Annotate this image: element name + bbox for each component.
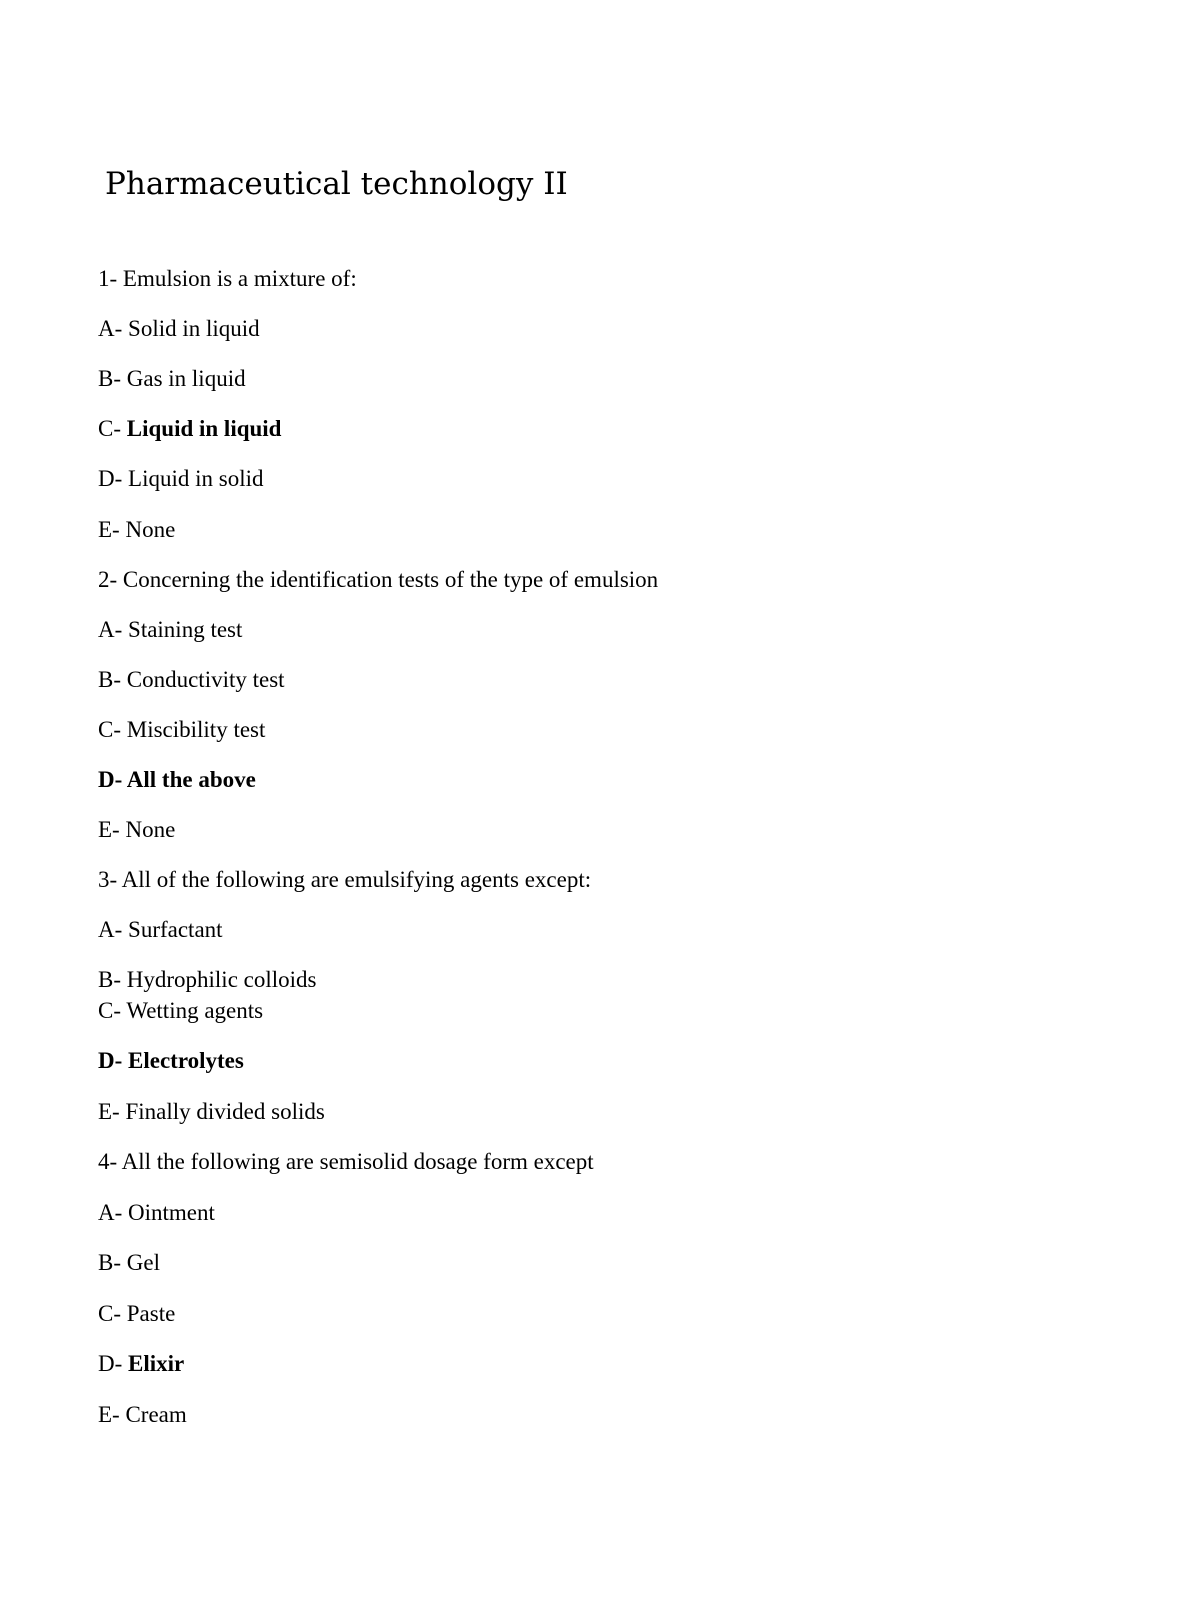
option-letter: C- <box>98 1301 121 1326</box>
option-text: Liquid in solid <box>128 466 264 491</box>
answer-option-correct <box>98 1047 244 1075</box>
answer-option <box>98 1098 325 1126</box>
answer-option <box>98 1249 160 1277</box>
option-text-correct: Liquid in liquid <box>126 416 282 441</box>
option-letter: D- <box>98 767 123 792</box>
option-letter: B- <box>98 667 121 692</box>
option-text: Finally divided solids <box>125 1099 325 1124</box>
document-title: Pharmaceutical technology II <box>105 166 568 202</box>
option-text: Solid in liquid <box>128 316 260 341</box>
option-letter: A- <box>98 1200 123 1225</box>
option-text: None <box>125 817 176 842</box>
option-text: None <box>125 517 176 542</box>
option-text: Paste <box>126 1301 176 1326</box>
answer-option <box>98 816 175 844</box>
option-letter: D- <box>98 466 123 491</box>
option-text-correct: Electrolytes <box>128 1048 244 1073</box>
option-text: Gel <box>126 1250 160 1275</box>
option-letter: E- <box>98 517 120 542</box>
option-letter: E- <box>98 1099 120 1124</box>
option-letter: E- <box>98 1402 120 1427</box>
answer-option <box>98 1199 215 1227</box>
answer-option <box>98 997 263 1025</box>
option-letter: B- <box>98 1250 121 1275</box>
option-letter: B- <box>98 366 121 391</box>
option-text: Gas in liquid <box>126 366 246 391</box>
question-stem: 1- Emulsion is a mixture of: <box>98 266 357 291</box>
option-letter: C- <box>98 416 121 441</box>
option-letter: A- <box>98 917 123 942</box>
answer-option <box>98 365 246 393</box>
answer-option <box>98 516 175 544</box>
option-letter: E- <box>98 817 120 842</box>
option-letter: A- <box>98 316 123 341</box>
option-text: Surfactant <box>128 917 223 942</box>
question-stem: 3- All of the following are emulsifying agents except: <box>98 867 592 892</box>
question-stem: 2- Concerning the identification tests of the type of emulsion <box>98 567 659 592</box>
option-text-correct: All the above <box>126 767 256 792</box>
option-text: Conductivity test <box>126 667 285 692</box>
option-letter: D- <box>98 1351 123 1376</box>
answer-option <box>98 966 316 994</box>
option-text: Hydrophilic colloids <box>126 967 317 992</box>
answer-option <box>98 916 223 944</box>
answer-option <box>98 616 242 644</box>
answer-option <box>98 716 265 744</box>
answer-option <box>98 315 260 343</box>
option-letter: C- <box>98 998 121 1023</box>
option-text-correct: Elixir <box>128 1351 185 1376</box>
option-text: Ointment <box>128 1200 215 1225</box>
answer-option-correct <box>98 1350 184 1378</box>
answer-option-correct <box>98 766 256 794</box>
answer-option <box>98 666 285 694</box>
option-letter: C- <box>98 717 121 742</box>
answer-option <box>98 465 263 493</box>
option-letter: A- <box>98 617 123 642</box>
option-letter: D- <box>98 1048 123 1073</box>
answer-option <box>98 1300 175 1328</box>
answer-option <box>98 1401 187 1429</box>
answer-option-correct <box>98 415 281 443</box>
option-text: Miscibility test <box>126 717 266 742</box>
option-text: Cream <box>125 1402 187 1427</box>
option-text: Staining test <box>128 617 243 642</box>
option-text: Wetting agents <box>126 998 264 1023</box>
option-letter: B- <box>98 967 121 992</box>
question-stem: 4- All the following are semisolid dosage form except <box>98 1149 594 1174</box>
